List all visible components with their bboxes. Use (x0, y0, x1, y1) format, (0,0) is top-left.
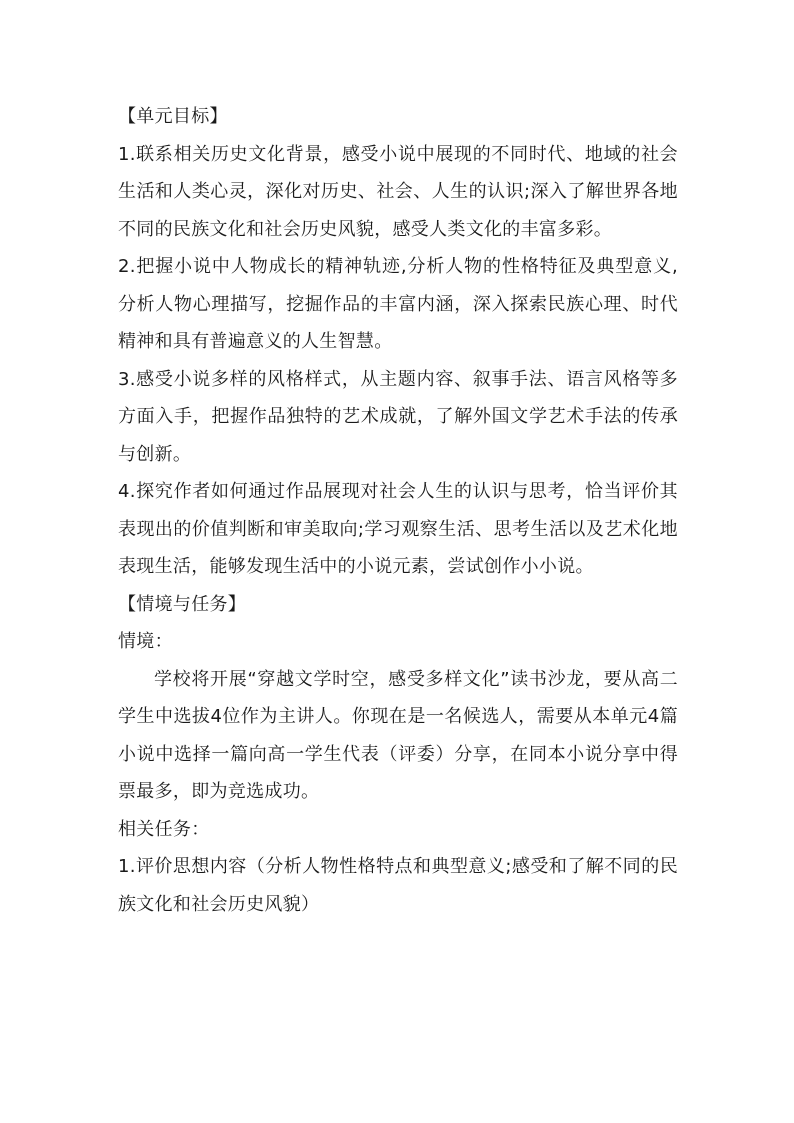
related-tasks-label: 相关任务： (118, 818, 210, 840)
goal-4: 4.探究作者如何通过作品展现对社会人生的认识与思考，恰当评价其表现出的价值判断和审美取向;学习观察生活、思考生活以及艺术化地表现生活，能够发现生活中的小说元素，尝试创作小小说。 (118, 481, 678, 577)
document-body (118, 98, 678, 923)
goal-1: 1.联系相关历史文化背景，感受小说中展现的不同时代、地域的社会生活和人类心灵，深化对历史、社会、人生的认识;深入了解世界各地不同的民族文化和社会历史风貌，感受人类文化的丰富多彩。 (118, 143, 678, 240)
goal-3: 3.感受小说多样的风格样式，从主题内容、叙事手法、语言风格等多方面入手，把握作品独特的艺术成就，了解外国文学艺术手法的传承与创新。 (118, 368, 678, 465)
situation-body: 学校将开展“穿越文学时空，感受多样文化”读书沙龙，要从高二学生中选拔4位作为主讲人。你现在是一名候选人，需要从本单元4篇小说中选择一篇向高一学生代表（评委）分享，在同本小说分享中得票最多，即为竞选成功。 (118, 668, 678, 802)
unit-goals-heading: 【单元目标】 (118, 106, 228, 127)
task-1: 1.评价思想内容（分析人物性格特点和典型意义;感受和了解不同的民族文化和社会历史风貌） (118, 856, 678, 915)
goal-2: 2.把握小说中人物成长的精神轨迹,分析人物的性格特征及典型意义,分析人物心理描写，挖掘作品的丰富内涵，深入探索民族心理、时代精神和具有普遍意义的人生智慧。 (118, 256, 678, 352)
situation-label: 情境： (118, 631, 173, 652)
situation-task-heading: 【情境与任务】 (118, 593, 247, 615)
